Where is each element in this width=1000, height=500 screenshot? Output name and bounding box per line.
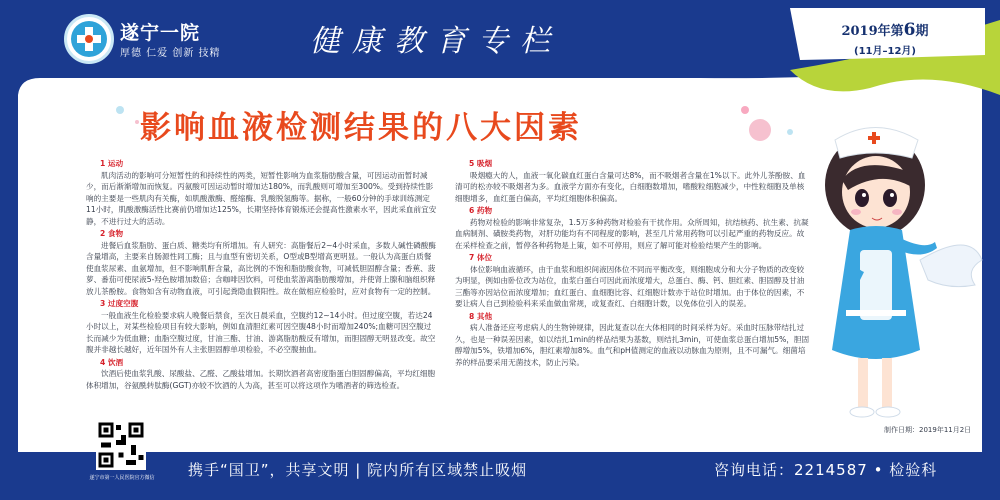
section-heading: 4 饮酒 bbox=[100, 357, 124, 367]
section-paragraph: 病人准备还应考虑病人的生物钟规律，因此复查以在大体相同的时间采样为好。采血时压脉带结扎过久，也是一种误差因素，如以结扎1min的样品结果为基数，则结扎3min，可使血浆总蛋白增加5%，胆固醇增加5%，铁增加6%，胆红素增加8%。血气和pH值测定的血液以动脉血为原则，且不可漏气。细菌培养的样品要采用无菌技术，防止污染。 bbox=[455, 323, 810, 367]
issue-number: 6 bbox=[903, 20, 916, 40]
section-paragraph: 吸烟瘾大的人，血液一氧化碳血红蛋白含量可达8%，而不吸烟者含量在1%以下。此外儿茶酚胺、血清可的松亦较不吸烟者为多。血液学方面亦有变化，白细胞数增加，嗜酸粒细胞减少，中性粒细胞及单核细胞增多，血红蛋白偏高，平均红细胞体积偏高。 bbox=[455, 170, 806, 203]
section-paragraph: 饮酒后使血浆乳酸、尿酸盐、乙醛、乙酸盐增加。长期饮酒者高密度脂蛋白胆固醇偏高，平均红细胞体积增加，谷氨酰转肽酶(GGT)亦较不饮酒的人为高，甚至可以将这项作为嗜酒者的筛选检查。 bbox=[86, 369, 436, 390]
section-paragraph: 体位影响血液循环，由于血浆和组织间液因体位不同而平衡改变，则细胞成分和大分子物质的改变较为明显，例如由卧位改为站位，血浆白蛋白可因此而浓度增大，总蛋白、酶、钙、胆红素、胆固醇及甘油三酯等亦因站位而浓度增加；血红蛋白、血细胞比容、红细胞计数亦于站位时增加。由于体位的因素，不要让病人自己到检验科来采血做血常规，或复查红、白细胞计数，以免体位引入的误差。 bbox=[455, 264, 805, 308]
section-paragraph: 进餐后血浆脂肪、蛋白质、糖类均有所增加。有人研究：高脂餐后2~4小时采血，多数人碱性磷酸酶含量增高，主要来自肠源性同工酶；且与血型有密切关系，O型或B型增高更明显。一般认为高蛋白质餐使血浆尿素、血氨增加，但不影响肌酐含量，高比例的不饱和脂肪酸食物，可减低胆固醇含量；香蕉、菠萝、番茄可使尿液5-羟色胺增加数倍；含咖啡因饮料，可使血浆游离脂肪酸增加，并使肾上腺和脑组织释放儿茶酚胺。食物如含有动物血液，可引起粪隐血假阳性。故在做相应检验时，应对食物有一定的控制。 bbox=[86, 240, 436, 296]
column-title: 健康教育专栏 bbox=[310, 24, 562, 59]
section-heading: 2 食物 bbox=[100, 229, 124, 238]
section-paragraph: 肌肉活动的影响可分短暂性的和持续性的两类，短暂性影响为血浆脂肪酸含量，可因运动而暂时减少，而后渐渐增加而恢复。丙氨酸可因运动暂时增加达180%，而乳酸则可增加至300%。受到持续性影响的主要是一些肌肉有关酶，如肌酸激酶、醛缩酶、乳酸脱氢酶等。据称，一般60分钟的手球训练测定11小时，肌酸激酶活性比赛前仍增加达125%，长期坚持体育锻炼还会提高性激素水平，因此采血前宜安静，不进行过大的活动。 bbox=[86, 170, 437, 226]
section-heading: 6 药物 bbox=[469, 206, 493, 215]
qr-code-icon bbox=[96, 420, 146, 470]
article-column-right bbox=[455, 157, 811, 368]
issue-months: (11月–12月) bbox=[854, 46, 916, 57]
issue-suffix: 期 bbox=[915, 24, 929, 39]
section-heading: 5 吸烟 bbox=[469, 159, 493, 168]
footer-slogan: 携手“国卫”，共享文明 | 院内所有区域禁止吸烟 bbox=[188, 461, 528, 479]
article-column-left bbox=[86, 157, 438, 391]
section-paragraph: 药物对检验的影响非常复杂，1.5万多种药物对检验有干扰作用。众所周知，抗结核药、抗生素、抗凝血病制剂、磺胺类药物，对肝功能均有不同程度的影响，甚至几片常用药物可以引起严重的药物反应。故在采样检查之前，暂停各种药物是上策，如不可停用，则应了解可能对检验结果产生的影响。 bbox=[455, 217, 809, 250]
hospital-motto: 厚德 仁爱 创新 技精 bbox=[120, 48, 221, 59]
issue-label bbox=[800, 20, 970, 40]
hospital-name: 遂宁一院 bbox=[120, 22, 201, 44]
footer-phone: 咨询电话：2214587 • 检验科 bbox=[714, 461, 938, 479]
hospital-logo-icon bbox=[64, 14, 114, 64]
qr-caption: 遂宁市第一人民医院官方微信 bbox=[89, 475, 155, 481]
section-heading: 7 体位 bbox=[469, 253, 493, 262]
issue-prefix: 2019年第 bbox=[841, 24, 904, 39]
section-heading: 1 运动 bbox=[100, 159, 124, 168]
section-heading: 8 其他 bbox=[469, 311, 493, 321]
section-heading: 3 过度空腹 bbox=[100, 299, 139, 308]
nurse-illustration-icon bbox=[800, 110, 985, 430]
section-paragraph: 一般血液生化检验要求病人晚餐后禁食，至次日晨采血，空腹约12~14小时。但过度空腹，若达24小时以上，对某些检验项目有较大影响，例如血清胆红素可因空腹48小时而增加240%;血糖可因空腹过长而减少为低血糖；血脂空腹过度，甘油三酯、甘油、游离脂肪酸反有增加，而胆固醇无明显改变。故空腹并非越长越好，近年国外有人主张胆固醇单项检验，不必空腹抽血。 bbox=[86, 310, 436, 354]
made-date: 制作日期：2019年11月2日 bbox=[884, 426, 972, 434]
article-title: 影响血液检测结果的八大因素 bbox=[140, 110, 582, 146]
